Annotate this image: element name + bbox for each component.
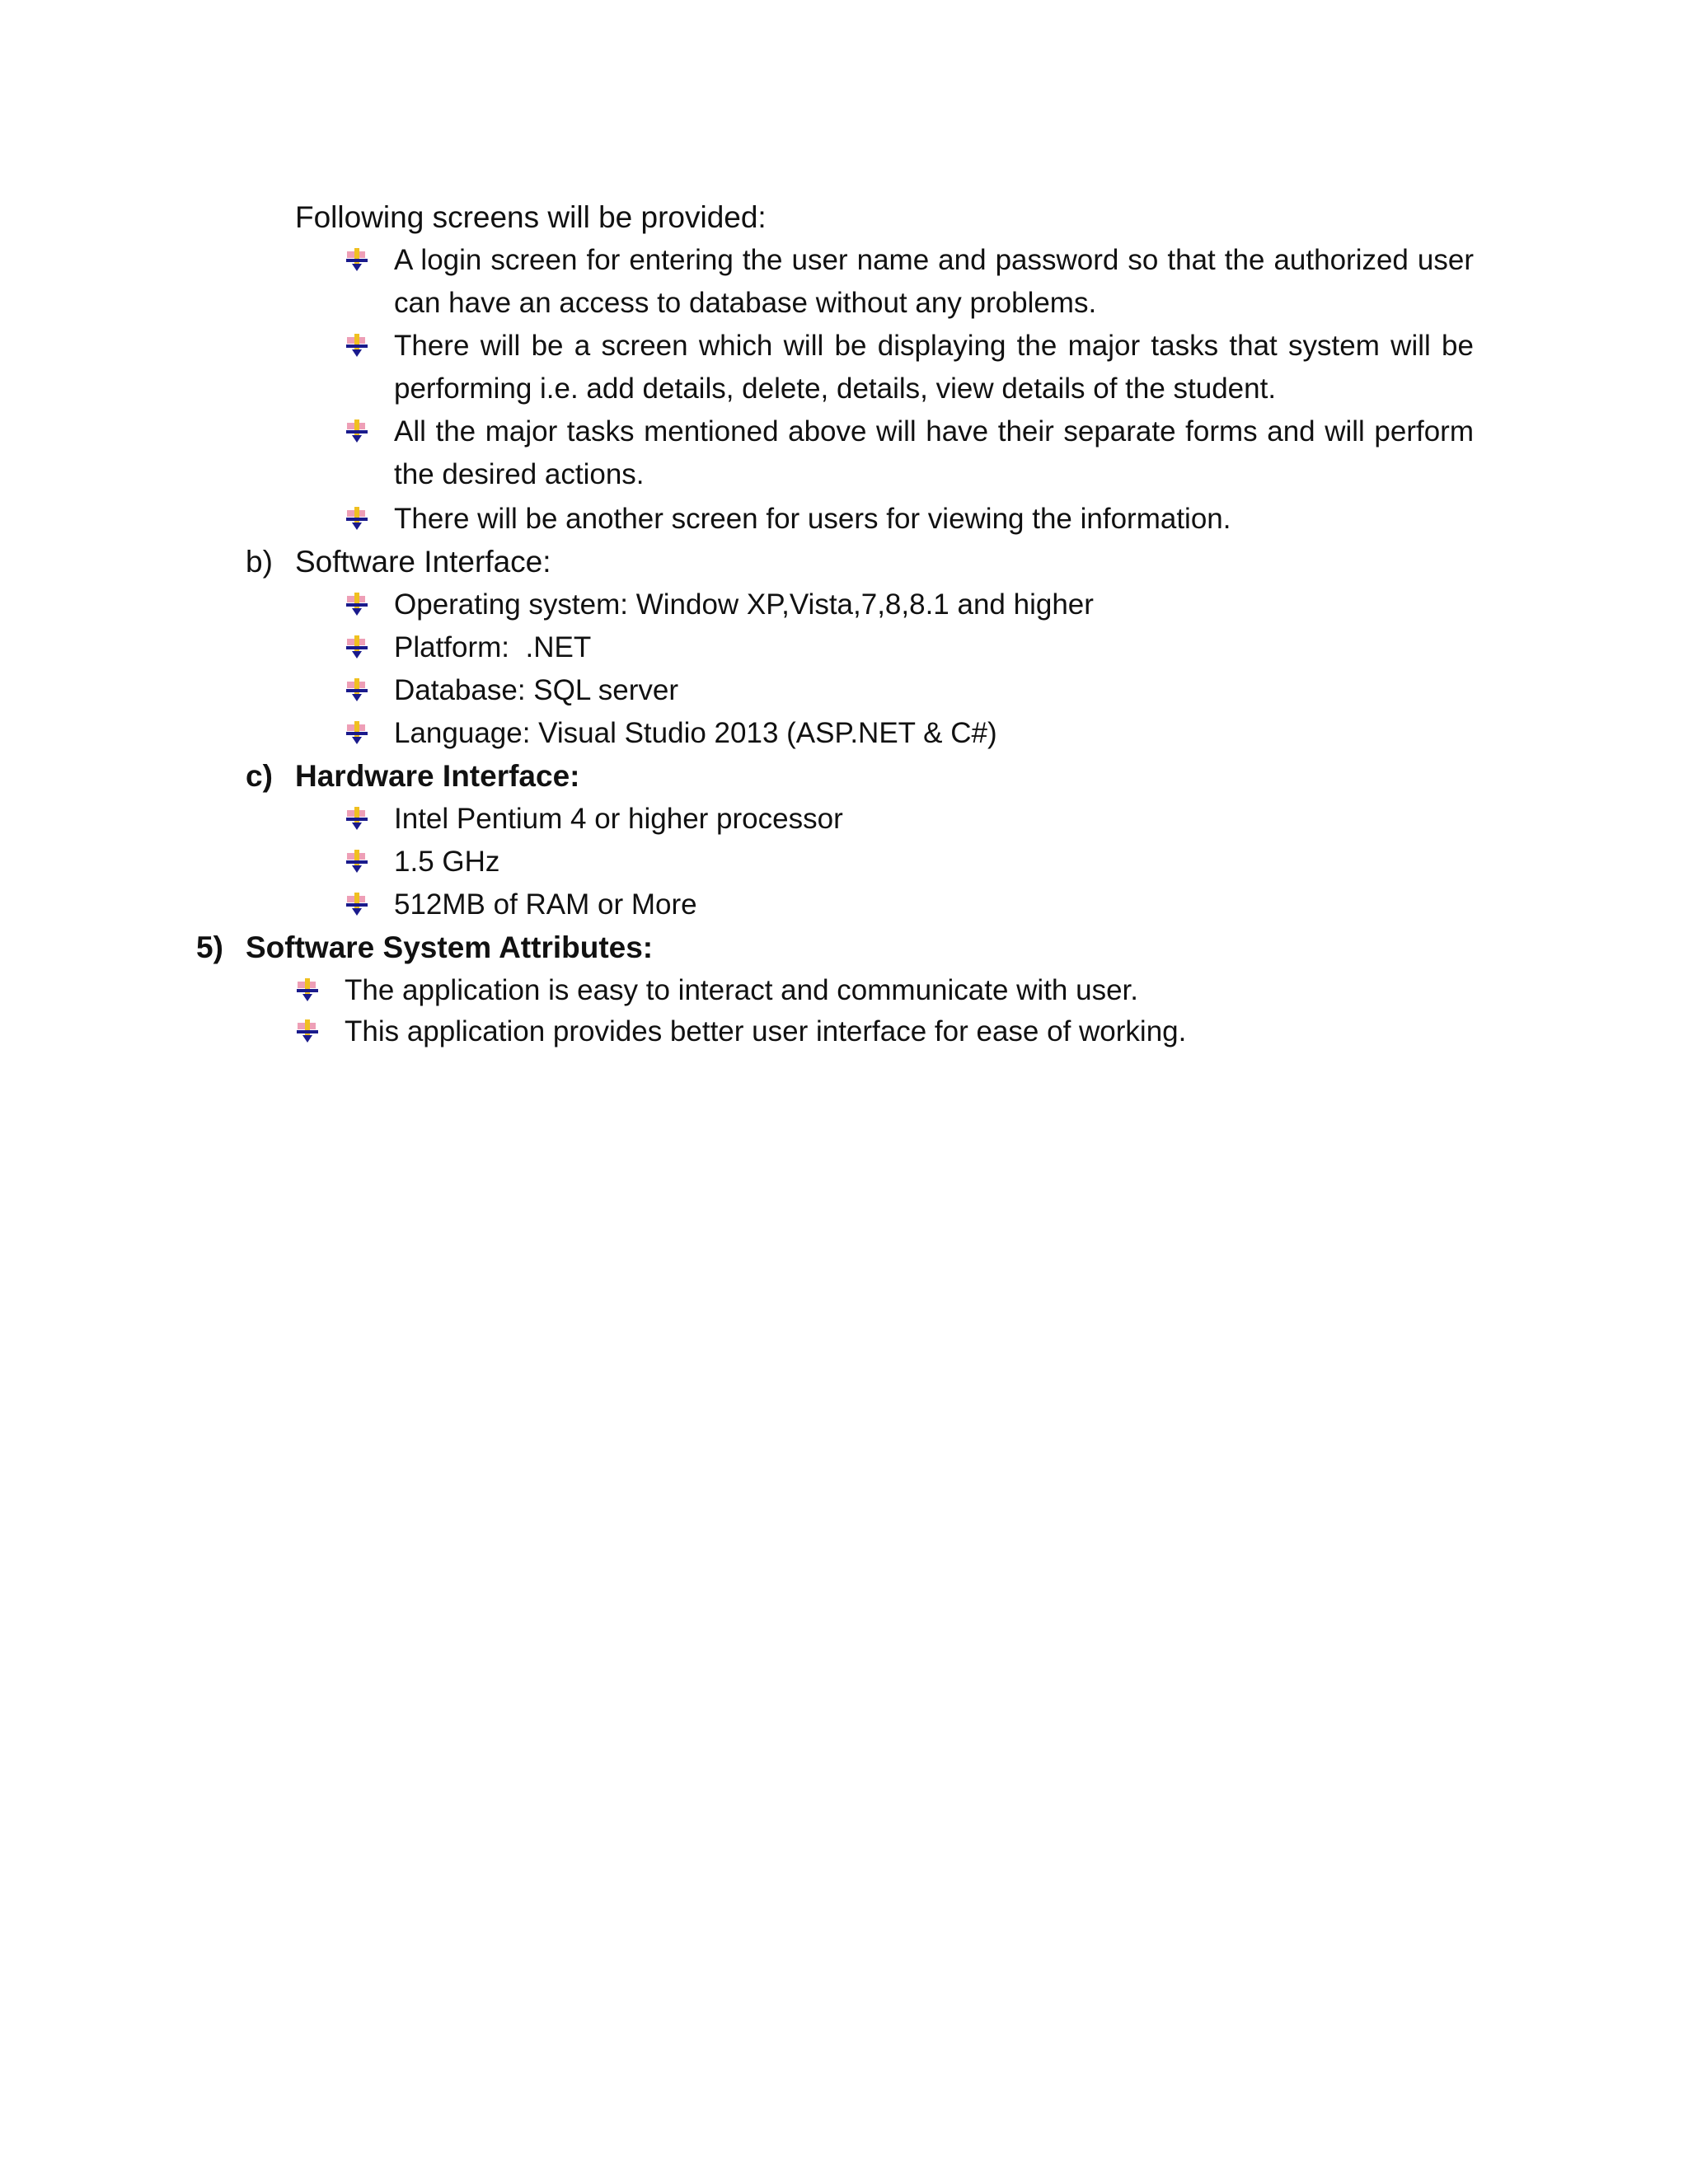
list-item-text: All the major tasks mentioned above will have their separate forms and will perform the desired actions. [394,415,1474,490]
list-item-text: Intel Pentium 4 or higher processor [394,803,843,835]
list-item-text: Operating system: Window XP,Vista,7,8,8.1 and higher [394,588,1094,621]
arrow-bullet-icon [345,892,369,916]
arrow-bullet-icon [295,977,320,1002]
list-item-text: This application provides better user interface for ease of working. [345,1015,1187,1047]
list-item-text: Language: Visual Studio 2013 (ASP.NET & C#) [394,717,997,749]
list-item-text: Database: SQL server [394,674,678,706]
list-item-text: 1.5 GHz [394,846,500,878]
arrow-bullet-icon [345,506,369,531]
list-item-text: The application is easy to interact and communicate with user. [345,974,1138,1006]
list-item-text: There will be a screen which will be displaying the major tasks that system will be performing i.e. add details, delete, details, view details of the student. [394,330,1474,405]
system-attributes-heading-text: Software System Attributes: [246,930,654,964]
arrow-bullet-icon [345,720,369,745]
arrow-bullet-icon [345,849,369,874]
screens-heading-text: Following screens will be provided: [295,200,767,234]
arrow-bullet-icon [345,635,369,659]
software-interface-heading-text: Software Interface: [295,545,551,579]
list-item-text: 512MB of RAM or More [394,888,697,921]
section-marker: 5) [196,930,223,964]
list-item-text: A login screen for entering the user name and password so that the authorized user can have an access to database without any problems. [394,244,1474,319]
arrow-bullet-icon [295,1019,320,1043]
arrow-bullet-icon [345,592,369,616]
arrow-bullet-icon [345,806,369,831]
section-marker: b) [246,545,273,579]
list-item-text: There will be another screen for users for viewing the information. [394,503,1231,535]
arrow-bullet-icon [345,419,369,443]
arrow-bullet-icon [345,333,369,358]
arrow-bullet-icon [345,677,369,702]
list-item-text: Platform: .NET [394,631,592,663]
section-marker: c) [246,759,273,793]
arrow-bullet-icon [345,247,369,272]
hardware-interface-heading-text: Hardware Interface: [295,759,580,793]
